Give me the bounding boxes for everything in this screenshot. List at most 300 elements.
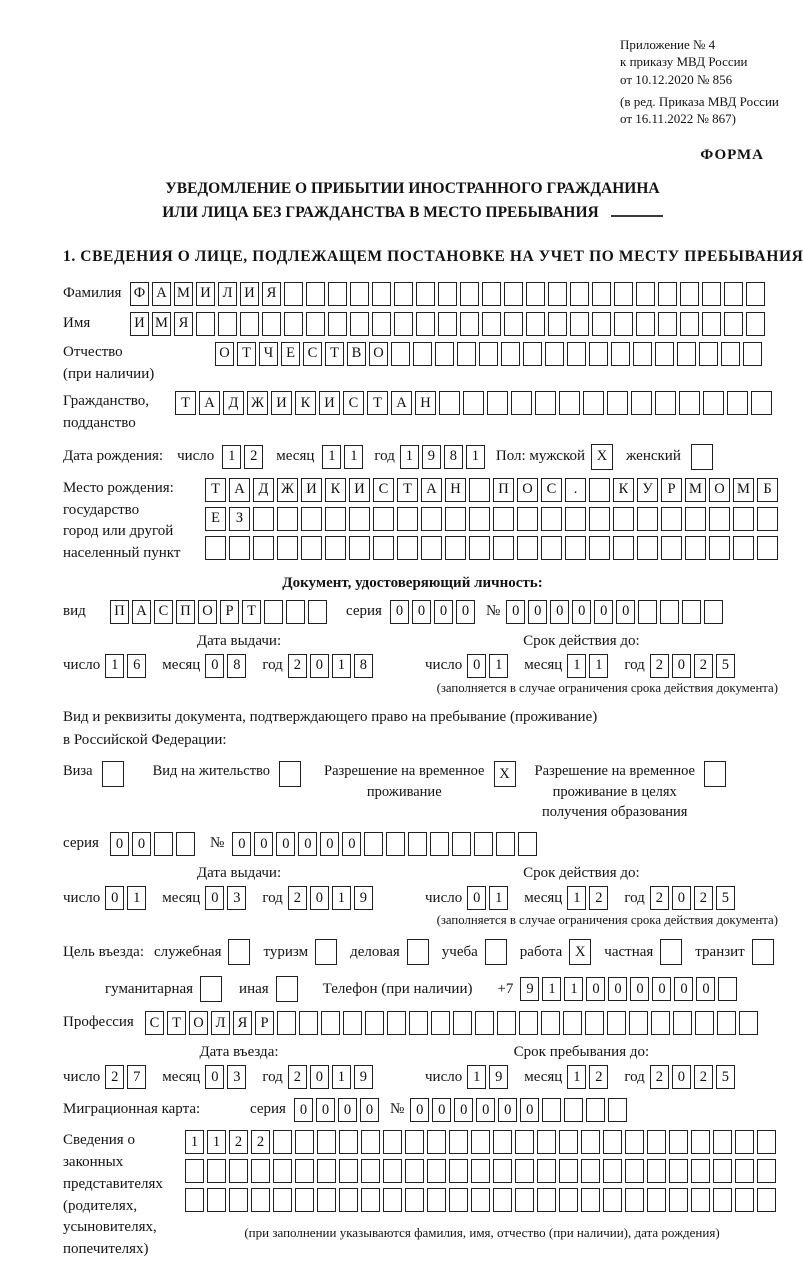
char-box[interactable]	[633, 342, 652, 366]
char-box[interactable]: 0	[132, 832, 151, 856]
char-box[interactable]	[413, 342, 432, 366]
char-box[interactable]	[559, 1188, 578, 1212]
char-box[interactable]	[518, 832, 537, 856]
char-box[interactable]	[408, 832, 427, 856]
char-box[interactable]	[515, 1130, 534, 1154]
char-box[interactable]	[743, 342, 762, 366]
char-box[interactable]	[416, 312, 435, 336]
char-box[interactable]	[449, 1159, 468, 1183]
char-box[interactable]	[471, 1130, 490, 1154]
char-box[interactable]: 0	[105, 886, 124, 910]
char-box[interactable]: Б	[757, 478, 778, 502]
char-box[interactable]	[349, 536, 370, 560]
char-box[interactable]	[625, 1130, 644, 1154]
char-box[interactable]	[718, 977, 737, 1001]
char-box[interactable]	[279, 761, 301, 787]
char-box[interactable]	[361, 1159, 380, 1183]
char-box[interactable]	[680, 312, 699, 336]
char-box[interactable]	[277, 536, 298, 560]
char-box[interactable]	[350, 312, 369, 336]
char-box[interactable]	[487, 391, 508, 415]
char-box[interactable]	[397, 536, 418, 560]
char-box[interactable]: Ж	[277, 478, 298, 502]
char-box[interactable]	[493, 1188, 512, 1212]
char-box[interactable]	[253, 507, 274, 531]
char-box[interactable]	[218, 312, 237, 336]
char-box[interactable]	[673, 1011, 692, 1035]
char-box[interactable]: 0	[672, 886, 691, 910]
char-box[interactable]: 0	[338, 1098, 357, 1122]
char-box[interactable]	[727, 391, 748, 415]
char-box[interactable]	[350, 282, 369, 306]
char-box[interactable]: 0	[298, 832, 317, 856]
char-box[interactable]: 2	[694, 886, 713, 910]
char-box[interactable]: 0	[456, 600, 475, 624]
char-box[interactable]: 0	[316, 1098, 335, 1122]
char-box[interactable]: 0	[276, 832, 295, 856]
char-box[interactable]	[709, 536, 730, 560]
char-box[interactable]	[372, 312, 391, 336]
char-box[interactable]: С	[303, 342, 322, 366]
char-box[interactable]	[200, 976, 222, 1002]
char-box[interactable]: 8	[354, 654, 373, 678]
char-box[interactable]	[471, 1188, 490, 1212]
char-box[interactable]: Е	[281, 342, 300, 366]
char-box[interactable]	[511, 391, 532, 415]
char-box[interactable]	[733, 536, 754, 560]
char-box[interactable]	[638, 600, 657, 624]
char-box[interactable]	[526, 312, 545, 336]
char-box[interactable]: 2	[589, 1065, 608, 1089]
char-box[interactable]: 1	[332, 654, 351, 678]
char-box[interactable]	[430, 832, 449, 856]
char-box[interactable]	[264, 600, 283, 624]
char-box[interactable]	[229, 1159, 248, 1183]
char-box[interactable]: 0	[594, 600, 613, 624]
char-box[interactable]: Л	[218, 282, 237, 306]
char-box[interactable]	[757, 536, 778, 560]
char-box[interactable]: 0	[467, 886, 486, 910]
char-box[interactable]	[439, 391, 460, 415]
char-box[interactable]: 1	[567, 1065, 586, 1089]
char-box[interactable]: 2	[229, 1130, 248, 1154]
char-box[interactable]	[373, 507, 394, 531]
char-box[interactable]	[361, 1188, 380, 1212]
char-box[interactable]	[394, 282, 413, 306]
char-box[interactable]	[452, 832, 471, 856]
char-box[interactable]	[196, 312, 215, 336]
char-box[interactable]	[603, 1130, 622, 1154]
char-box[interactable]	[589, 478, 610, 502]
char-box[interactable]: 2	[288, 654, 307, 678]
char-box[interactable]: 1	[567, 886, 586, 910]
char-box[interactable]: Я	[174, 312, 193, 336]
char-box[interactable]: 2	[650, 1065, 669, 1089]
char-box[interactable]: 1	[542, 977, 561, 1001]
char-box[interactable]	[295, 1130, 314, 1154]
char-box[interactable]: И	[196, 282, 215, 306]
char-box[interactable]	[407, 939, 429, 965]
char-box[interactable]	[739, 1011, 758, 1035]
char-box[interactable]: 1	[489, 654, 508, 678]
char-box[interactable]	[457, 342, 476, 366]
char-box[interactable]	[651, 1011, 670, 1035]
char-box[interactable]	[325, 536, 346, 560]
char-box[interactable]: О	[215, 342, 234, 366]
char-box[interactable]	[306, 312, 325, 336]
char-box[interactable]: Е	[205, 507, 226, 531]
char-box[interactable]: С	[343, 391, 364, 415]
char-box[interactable]	[301, 507, 322, 531]
char-box[interactable]: С	[145, 1011, 164, 1035]
char-box[interactable]	[581, 1188, 600, 1212]
char-box[interactable]	[611, 342, 630, 366]
char-box[interactable]	[328, 312, 347, 336]
char-box[interactable]	[733, 507, 754, 531]
char-box[interactable]	[493, 1130, 512, 1154]
char-box[interactable]	[757, 1188, 776, 1212]
char-box[interactable]: 0	[232, 832, 251, 856]
char-box[interactable]: 0	[528, 600, 547, 624]
char-box[interactable]	[372, 282, 391, 306]
char-box[interactable]: Т	[325, 342, 344, 366]
char-box[interactable]: 0	[572, 600, 591, 624]
char-box[interactable]	[277, 507, 298, 531]
char-box[interactable]	[677, 342, 696, 366]
char-box[interactable]	[647, 1188, 666, 1212]
char-box[interactable]	[699, 342, 718, 366]
char-box[interactable]	[253, 536, 274, 560]
char-box[interactable]	[361, 1130, 380, 1154]
char-box[interactable]: С	[154, 600, 173, 624]
char-box[interactable]	[460, 312, 479, 336]
char-box[interactable]	[240, 312, 259, 336]
char-box[interactable]	[691, 1188, 710, 1212]
char-box[interactable]: А	[152, 282, 171, 306]
char-box[interactable]	[405, 1130, 424, 1154]
char-box[interactable]	[328, 282, 347, 306]
char-box[interactable]: П	[110, 600, 129, 624]
char-box[interactable]	[613, 507, 634, 531]
char-box[interactable]: О	[369, 342, 388, 366]
char-box[interactable]: П	[493, 478, 514, 502]
char-box[interactable]	[660, 600, 679, 624]
char-box[interactable]: Т	[242, 600, 261, 624]
char-box[interactable]: 1	[567, 654, 586, 678]
char-box[interactable]: 1	[185, 1130, 204, 1154]
char-box[interactable]: 5	[716, 1065, 735, 1089]
char-box[interactable]: Т	[205, 478, 226, 502]
char-box[interactable]: Ч	[259, 342, 278, 366]
char-box[interactable]	[564, 1098, 583, 1122]
char-box[interactable]: 3	[227, 1065, 246, 1089]
char-box[interactable]: 2	[650, 886, 669, 910]
char-box[interactable]: Т	[237, 342, 256, 366]
char-box[interactable]: 0	[205, 654, 224, 678]
char-box[interactable]	[405, 1159, 424, 1183]
char-box[interactable]: А	[421, 478, 442, 502]
char-box[interactable]	[273, 1159, 292, 1183]
char-box[interactable]: 0	[432, 1098, 451, 1122]
char-box[interactable]	[273, 1188, 292, 1212]
char-box[interactable]	[515, 1159, 534, 1183]
char-box[interactable]	[542, 1098, 561, 1122]
char-box[interactable]: 0	[360, 1098, 379, 1122]
char-box[interactable]: 1	[222, 445, 241, 469]
char-box[interactable]: О	[709, 478, 730, 502]
char-box[interactable]: 0	[254, 832, 273, 856]
char-box[interactable]	[295, 1159, 314, 1183]
char-box[interactable]: 0	[412, 600, 431, 624]
char-box[interactable]: 9	[354, 1065, 373, 1089]
char-box[interactable]: 1	[105, 654, 124, 678]
char-box[interactable]	[504, 312, 523, 336]
char-box[interactable]: 0	[320, 832, 339, 856]
char-box[interactable]: Н	[415, 391, 436, 415]
char-box[interactable]	[469, 536, 490, 560]
char-box[interactable]: 0	[310, 654, 329, 678]
char-box[interactable]	[658, 282, 677, 306]
char-box[interactable]: И	[240, 282, 259, 306]
char-box[interactable]	[343, 1011, 362, 1035]
char-box[interactable]	[365, 1011, 384, 1035]
char-box[interactable]: 0	[696, 977, 715, 1001]
char-box[interactable]: 1	[127, 886, 146, 910]
char-box[interactable]	[493, 507, 514, 531]
char-box[interactable]	[207, 1159, 226, 1183]
char-box[interactable]	[647, 1159, 666, 1183]
char-box[interactable]	[586, 1098, 605, 1122]
char-box[interactable]: О	[517, 478, 538, 502]
char-box[interactable]: 1	[489, 886, 508, 910]
char-box[interactable]: 5	[716, 886, 735, 910]
char-box[interactable]	[176, 832, 195, 856]
char-box[interactable]: Д	[253, 478, 274, 502]
char-box[interactable]	[306, 282, 325, 306]
char-box[interactable]	[565, 507, 586, 531]
char-box[interactable]: 0	[310, 1065, 329, 1089]
char-box[interactable]	[325, 507, 346, 531]
char-box[interactable]	[493, 1159, 512, 1183]
char-box[interactable]	[262, 312, 281, 336]
char-box[interactable]	[469, 478, 490, 502]
char-box[interactable]: О	[189, 1011, 208, 1035]
char-box[interactable]: К	[613, 478, 634, 502]
char-box[interactable]: И	[130, 312, 149, 336]
char-box[interactable]: 2	[694, 1065, 713, 1089]
char-box[interactable]: О	[198, 600, 217, 624]
char-box[interactable]	[537, 1159, 556, 1183]
char-box[interactable]	[445, 507, 466, 531]
char-box[interactable]	[631, 391, 652, 415]
char-box[interactable]: 0	[454, 1098, 473, 1122]
char-box[interactable]	[496, 832, 515, 856]
char-box[interactable]	[647, 1130, 666, 1154]
char-box[interactable]	[685, 507, 706, 531]
char-box[interactable]	[284, 312, 303, 336]
char-box[interactable]: 1	[564, 977, 583, 1001]
char-box[interactable]	[658, 312, 677, 336]
char-box[interactable]: 0	[110, 832, 129, 856]
char-box[interactable]: Р	[661, 478, 682, 502]
char-box[interactable]	[471, 1159, 490, 1183]
char-box[interactable]: Н	[445, 478, 466, 502]
char-box[interactable]	[559, 391, 580, 415]
char-box[interactable]	[251, 1188, 270, 1212]
char-box[interactable]	[682, 600, 701, 624]
char-box[interactable]	[545, 342, 564, 366]
char-box[interactable]: 5	[716, 654, 735, 678]
char-box[interactable]	[655, 342, 674, 366]
char-box[interactable]	[394, 312, 413, 336]
char-box[interactable]: С	[541, 478, 562, 502]
char-box[interactable]: 6	[127, 654, 146, 678]
char-box[interactable]	[541, 507, 562, 531]
char-box[interactable]	[438, 282, 457, 306]
char-box[interactable]	[463, 391, 484, 415]
char-box[interactable]	[427, 1159, 446, 1183]
char-box[interactable]	[717, 1011, 736, 1035]
char-box[interactable]: 2	[251, 1130, 270, 1154]
char-box[interactable]: 7	[127, 1065, 146, 1089]
char-box[interactable]	[607, 391, 628, 415]
char-box[interactable]	[563, 1011, 582, 1035]
char-box[interactable]: М	[685, 478, 706, 502]
char-box[interactable]	[409, 1011, 428, 1035]
char-box[interactable]	[460, 282, 479, 306]
char-box[interactable]: 8	[227, 654, 246, 678]
char-box[interactable]	[469, 507, 490, 531]
char-box[interactable]	[207, 1188, 226, 1212]
char-box[interactable]: М	[733, 478, 754, 502]
char-box[interactable]	[691, 1130, 710, 1154]
char-box[interactable]	[614, 312, 633, 336]
char-box[interactable]	[154, 832, 173, 856]
char-box[interactable]	[421, 507, 442, 531]
char-box[interactable]	[735, 1159, 754, 1183]
char-box[interactable]	[102, 761, 124, 787]
char-box[interactable]: Т	[397, 478, 418, 502]
char-box[interactable]: .	[565, 478, 586, 502]
char-box[interactable]: А	[391, 391, 412, 415]
char-box[interactable]	[713, 1159, 732, 1183]
char-box[interactable]: 0	[630, 977, 649, 1001]
char-box[interactable]	[485, 939, 507, 965]
char-box[interactable]: 1	[589, 654, 608, 678]
char-box[interactable]	[185, 1188, 204, 1212]
char-box[interactable]	[713, 1130, 732, 1154]
char-box[interactable]	[679, 391, 700, 415]
char-box[interactable]	[660, 939, 682, 965]
char-box[interactable]: Л	[211, 1011, 230, 1035]
char-box[interactable]: У	[637, 478, 658, 502]
char-box[interactable]	[757, 1159, 776, 1183]
char-box[interactable]: 8	[444, 445, 463, 469]
char-box[interactable]: 0	[672, 1065, 691, 1089]
char-box[interactable]	[504, 282, 523, 306]
char-box[interactable]: З	[229, 507, 250, 531]
char-box[interactable]: 1	[207, 1130, 226, 1154]
char-box[interactable]: А	[229, 478, 250, 502]
char-box[interactable]	[589, 507, 610, 531]
char-box[interactable]: 1	[400, 445, 419, 469]
char-box[interactable]: 9	[489, 1065, 508, 1089]
char-box[interactable]	[321, 1011, 340, 1035]
char-box[interactable]	[284, 282, 303, 306]
char-box[interactable]: 0	[342, 832, 361, 856]
char-box[interactable]	[735, 1130, 754, 1154]
char-box[interactable]: 2	[105, 1065, 124, 1089]
char-box[interactable]: Т	[367, 391, 388, 415]
char-box[interactable]	[757, 1130, 776, 1154]
char-box[interactable]	[603, 1188, 622, 1212]
char-box[interactable]	[416, 282, 435, 306]
char-box[interactable]: М	[152, 312, 171, 336]
char-box[interactable]	[373, 536, 394, 560]
char-box[interactable]	[614, 282, 633, 306]
char-box[interactable]	[724, 312, 743, 336]
char-box[interactable]	[383, 1188, 402, 1212]
char-box[interactable]	[482, 312, 501, 336]
char-box[interactable]	[474, 832, 493, 856]
char-box[interactable]	[702, 312, 721, 336]
char-box[interactable]: 0	[205, 1065, 224, 1089]
char-box[interactable]	[517, 507, 538, 531]
char-box[interactable]: Т	[167, 1011, 186, 1035]
char-box[interactable]	[713, 1188, 732, 1212]
char-box[interactable]: 9	[422, 445, 441, 469]
char-box[interactable]	[581, 1130, 600, 1154]
char-box[interactable]	[339, 1130, 358, 1154]
char-box[interactable]: 1	[466, 445, 485, 469]
char-box[interactable]: И	[319, 391, 340, 415]
char-box[interactable]	[317, 1130, 336, 1154]
char-box[interactable]: 2	[244, 445, 263, 469]
char-box[interactable]: X	[494, 761, 516, 787]
char-box[interactable]	[680, 282, 699, 306]
char-box[interactable]: 0	[550, 600, 569, 624]
char-box[interactable]: 2	[694, 654, 713, 678]
char-box[interactable]	[349, 507, 370, 531]
char-box[interactable]	[317, 1188, 336, 1212]
char-box[interactable]	[548, 312, 567, 336]
char-box[interactable]	[541, 536, 562, 560]
char-box[interactable]: X	[591, 444, 613, 470]
char-box[interactable]	[752, 939, 774, 965]
char-box[interactable]: 0	[608, 977, 627, 1001]
char-box[interactable]	[523, 342, 542, 366]
char-box[interactable]	[519, 1011, 538, 1035]
char-box[interactable]	[565, 536, 586, 560]
char-box[interactable]	[431, 1011, 450, 1035]
char-box[interactable]: И	[271, 391, 292, 415]
char-box[interactable]: 1	[322, 445, 341, 469]
char-box[interactable]	[445, 536, 466, 560]
char-box[interactable]: К	[295, 391, 316, 415]
char-box[interactable]	[535, 391, 556, 415]
char-box[interactable]: П	[176, 600, 195, 624]
char-box[interactable]: 2	[650, 654, 669, 678]
char-box[interactable]: 0	[498, 1098, 517, 1122]
char-box[interactable]	[386, 832, 405, 856]
char-box[interactable]	[661, 536, 682, 560]
char-box[interactable]	[724, 282, 743, 306]
char-box[interactable]	[435, 342, 454, 366]
char-box[interactable]: Т	[175, 391, 196, 415]
char-box[interactable]	[251, 1159, 270, 1183]
char-box[interactable]	[585, 1011, 604, 1035]
char-box[interactable]: 0	[672, 654, 691, 678]
